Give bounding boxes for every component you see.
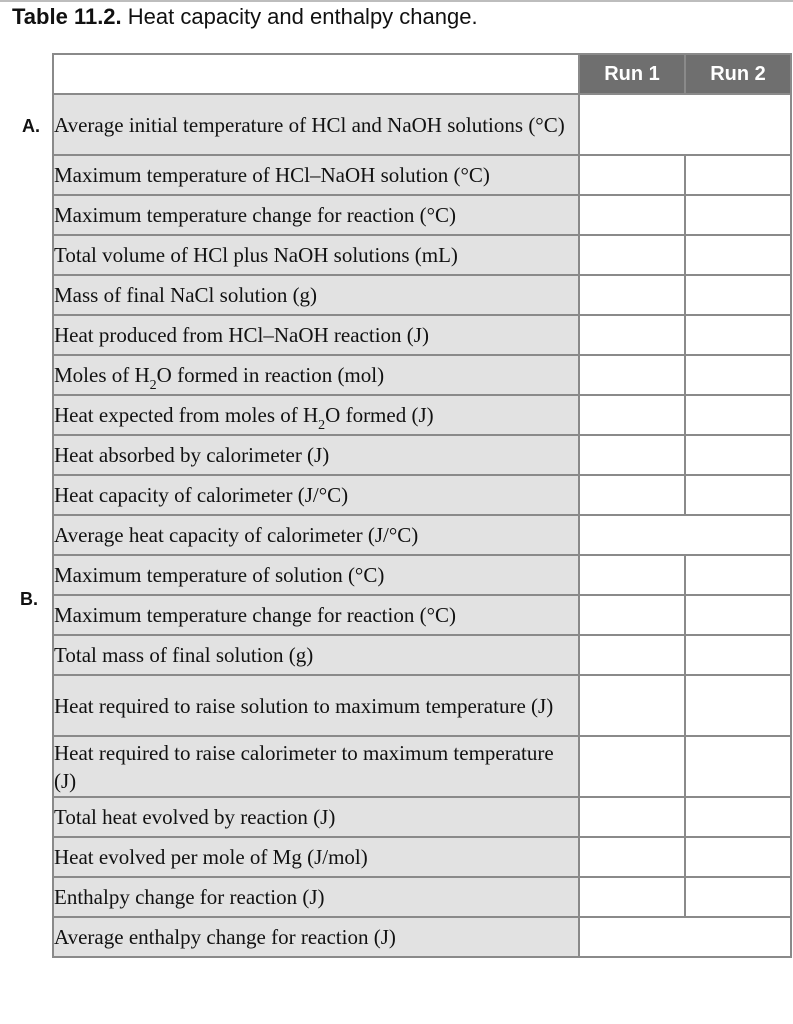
table-row <box>53 155 791 195</box>
row-label-text-continued: O formed (J) <box>325 403 434 427</box>
row-label <box>53 475 579 515</box>
answer-cell-run-1[interactable] <box>579 595 685 635</box>
answer-cell-run-1[interactable] <box>579 315 685 355</box>
row-label <box>53 155 579 195</box>
answer-cell-run-1[interactable] <box>579 635 685 675</box>
answer-cell-run-2[interactable] <box>685 837 791 877</box>
answer-cell-run-1[interactable] <box>579 195 685 235</box>
table-row <box>53 736 791 797</box>
table-row <box>53 435 791 475</box>
row-label-text: Heat required to raise calorimeter to maximum temperature (J) <box>54 740 554 793</box>
table-row <box>53 635 791 675</box>
row-label-text: Moles of H <box>54 363 150 387</box>
answer-cell-run-1[interactable] <box>579 235 685 275</box>
table-row <box>53 315 791 355</box>
row-label <box>53 797 579 837</box>
answer-cell-run-2[interactable] <box>685 595 791 635</box>
answer-cell-run-1[interactable] <box>579 736 685 797</box>
answer-cell-run-2[interactable] <box>685 736 791 797</box>
merged-answer-cell[interactable] <box>579 917 791 957</box>
answer-cell-run-2[interactable] <box>685 635 791 675</box>
answer-cell-run-1[interactable] <box>579 475 685 515</box>
row-label <box>53 94 579 155</box>
answer-cell-run-1[interactable] <box>579 275 685 315</box>
table-row <box>53 675 791 736</box>
row-label-text: Average initial temperature of HCl and NaOH solutions (°C) <box>54 112 565 137</box>
subscript: 2 <box>318 418 326 433</box>
row-label-text: Heat expected from moles of H <box>54 403 319 427</box>
row-label-text: Maximum temperature change for reaction (°C) <box>54 603 456 627</box>
row-label <box>53 555 579 595</box>
caption-label: Table 11.2. <box>12 4 122 29</box>
row-label-text: Total heat evolved by reaction (J) <box>54 805 336 829</box>
table-row <box>53 355 791 395</box>
answer-cell-run-1[interactable] <box>579 355 685 395</box>
answer-cell-run-2[interactable] <box>685 235 791 275</box>
merged-answer-cell[interactable] <box>579 94 791 155</box>
row-label <box>53 635 579 675</box>
row-label <box>53 877 579 917</box>
answer-cell-run-1[interactable] <box>579 435 685 475</box>
answer-cell-run-2[interactable] <box>685 195 791 235</box>
subscript: 2 <box>149 378 157 393</box>
answer-cell-run-2[interactable] <box>685 797 791 837</box>
heat-capacity-table <box>52 53 792 958</box>
answer-cell-run-1[interactable] <box>579 395 685 435</box>
row-label <box>53 355 579 395</box>
table-row <box>53 275 791 315</box>
row-label <box>53 195 579 235</box>
row-label <box>53 395 579 435</box>
row-label <box>53 595 579 635</box>
answer-cell-run-2[interactable] <box>685 675 791 736</box>
column-header-run-2: Run 2 <box>685 54 791 94</box>
row-label-text: Heat required to raise solution to maximum temperature (J) <box>54 693 554 718</box>
row-label <box>53 837 579 877</box>
table-row <box>53 837 791 877</box>
row-label <box>53 235 579 275</box>
table-row <box>53 917 791 957</box>
row-label <box>53 275 579 315</box>
answer-cell-run-2[interactable] <box>685 155 791 195</box>
row-label-text: Total volume of HCl plus NaOH solutions (mL) <box>54 243 458 267</box>
table-row <box>53 195 791 235</box>
answer-cell-run-2[interactable] <box>685 475 791 515</box>
table-row <box>53 395 791 435</box>
table-row <box>53 797 791 837</box>
answer-cell-run-2[interactable] <box>685 395 791 435</box>
row-label-text: Heat capacity of calorimeter (J/°C) <box>54 483 349 507</box>
row-label-text-continued: O formed in reaction (mol) <box>156 363 385 387</box>
row-label-text: Maximum temperature of solution (°C) <box>54 563 385 587</box>
row-label-text: Total mass of final solution (g) <box>54 643 314 667</box>
row-label-text: Heat produced from HCl–NaOH reaction (J) <box>54 323 429 347</box>
section-b-label: B. <box>20 589 38 609</box>
row-label <box>53 736 579 797</box>
row-label-text: Heat absorbed by calorimeter (J) <box>54 443 330 467</box>
answer-cell-run-1[interactable] <box>579 675 685 736</box>
caption-text: Heat capacity and enthalpy change. <box>127 4 478 29</box>
section-a-label: A. <box>22 116 40 136</box>
row-label-text: Average enthalpy change for reaction (J) <box>54 925 396 949</box>
answer-cell-run-2[interactable] <box>685 275 791 315</box>
row-label <box>53 917 579 957</box>
row-label <box>53 435 579 475</box>
row-label-text: Maximum temperature of HCl–NaOH solution (°C) <box>54 163 490 187</box>
answer-cell-run-2[interactable] <box>685 877 791 917</box>
column-header-run-1: Run 1 <box>579 54 685 94</box>
table-row <box>53 94 791 155</box>
row-label-text: Enthalpy change for reaction (J) <box>54 885 325 909</box>
answer-cell-run-1[interactable] <box>579 155 685 195</box>
answer-cell-run-2[interactable] <box>685 555 791 595</box>
answer-cell-run-2[interactable] <box>685 355 791 395</box>
answer-cell-run-1[interactable] <box>579 797 685 837</box>
answer-cell-run-2[interactable] <box>685 435 791 475</box>
row-label <box>53 515 579 555</box>
answer-cell-run-1[interactable] <box>579 555 685 595</box>
table-row <box>53 235 791 275</box>
table-row <box>53 595 791 635</box>
table-row <box>53 877 791 917</box>
top-rule <box>0 0 793 2</box>
answer-cell-run-1[interactable] <box>579 837 685 877</box>
row-label <box>53 675 579 736</box>
merged-answer-cell[interactable] <box>579 515 791 555</box>
row-label-text: Mass of final NaCl solution (g) <box>54 283 318 307</box>
table-row <box>53 515 791 555</box>
header-corner-cell <box>53 54 579 94</box>
table-row <box>53 555 791 595</box>
row-label-text: Maximum temperature change for reaction (°C) <box>54 203 456 227</box>
answer-cell-run-2[interactable] <box>685 315 791 355</box>
table-row <box>53 475 791 515</box>
table-caption <box>12 4 478 30</box>
row-label <box>53 315 579 355</box>
answer-cell-run-1[interactable] <box>579 877 685 917</box>
row-label-text: Average heat capacity of calorimeter (J/°C) <box>54 523 419 547</box>
row-label-text: Heat evolved per mole of Mg (J/mol) <box>54 845 368 869</box>
